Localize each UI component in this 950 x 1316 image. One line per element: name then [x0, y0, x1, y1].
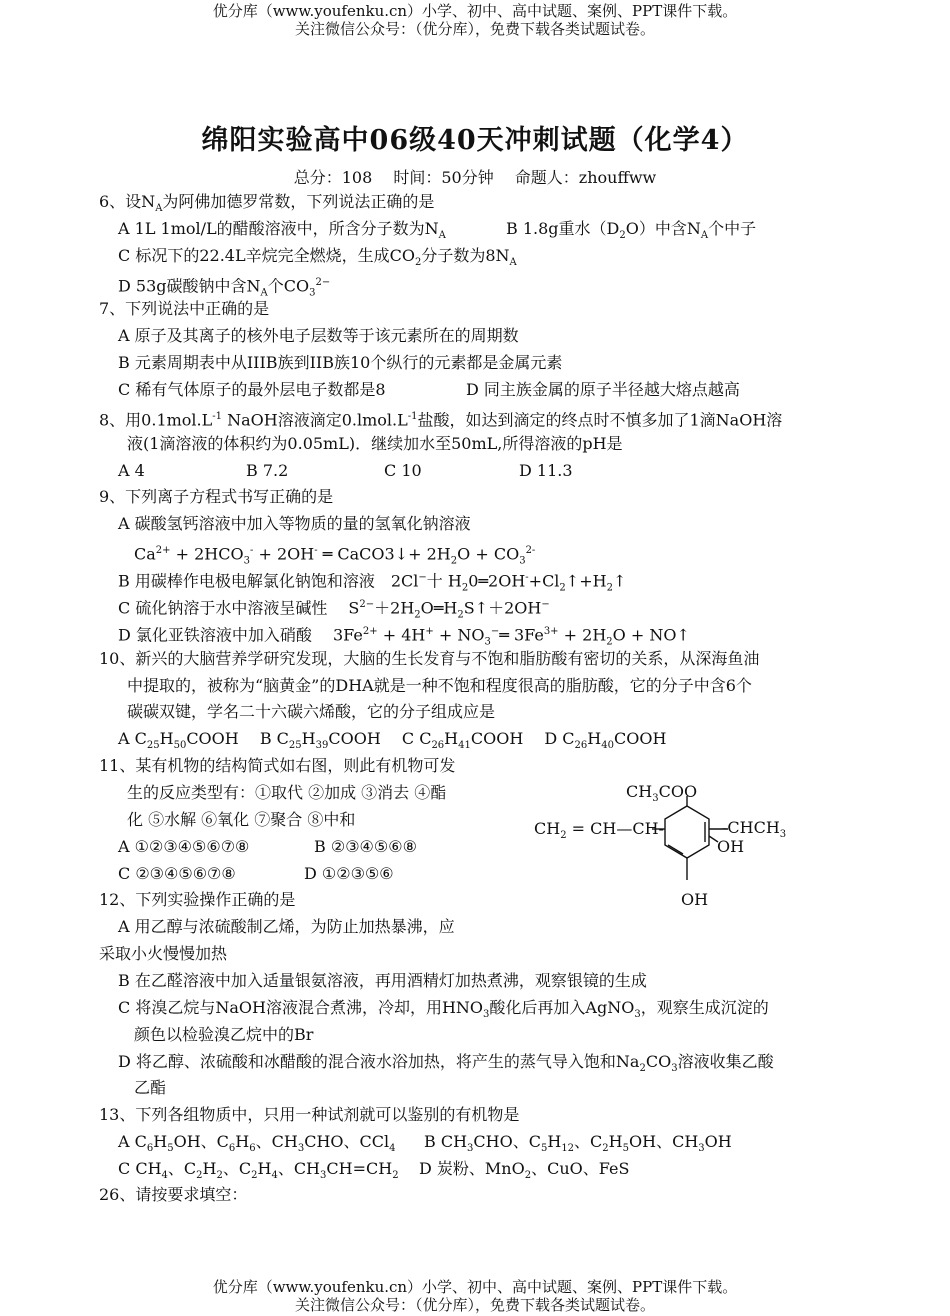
- ethylidene-group: $-CHCH_3$: [722, 818, 787, 841]
- q12-option-d-2: 乙酯: [134, 1078, 167, 1097]
- q13-stem: 13、下列各组物质中，只用一种试剂就可以鉴别的有机物是: [99, 1105, 520, 1124]
- q6-option-a: A 1L 1mol/L的醋酸溶液中，所含分子数为$N_A$: [118, 219, 446, 242]
- q7-option-d: D 同主族金属的原子半径越大熔点越高: [466, 380, 740, 399]
- hydroxyl-bottom: OH: [681, 890, 709, 909]
- q10-options: A $C_{25}H_{50}COOH$ B $C_{25}H_{39}COOH$ C $C_{26}H_{41}COOH$ D $C_{26}H_{40}COOH$: [118, 729, 667, 752]
- footer-line-2: 关注微信公众号：（优分库），免费下载各类试题试卷。: [294, 1296, 655, 1314]
- q7-option-c: C 稀有气体原子的最外层电子数都是8: [118, 380, 386, 399]
- q26-stem: 26、请按要求填空：: [99, 1185, 248, 1204]
- q8-option-a: A 4: [118, 461, 145, 480]
- q6-stem: 6、设$N_A$为阿佛加德罗常数，下列说法正确的是: [99, 192, 435, 215]
- q12-option-a-2: 采取小火慢慢加热: [99, 944, 228, 963]
- q11-option-c: C ②③④⑤⑥⑦⑧: [118, 864, 236, 883]
- q12-option-d-1: D 将乙醇、浓硫酸和冰醋酸的混合液水浴加热，将产生的蒸气导入饱和$Na_2CO_3$溶液收集乙酸: [118, 1052, 774, 1075]
- q8-stem-2: 液(1滴溶液的体积约为0.05mL)．继续加水至50mL,所得溶液的pH是: [127, 434, 623, 453]
- exam-meta: 总分：108 时间：50分钟 命题人：zhouffww: [293, 168, 657, 187]
- q8-option-b: B 7.2: [246, 461, 289, 480]
- q11-option-d: D ①②③⑤⑥: [304, 864, 394, 883]
- q13-option-a: A $C_6H_5OH$、$C_6H_6$、$CH_3CHO$、CCl$_4$: [118, 1132, 396, 1155]
- header-line-1: 优分库（www.youfenku.cn）小学、初中、高中试题、案例、PPT课件下载。: [212, 2, 738, 20]
- q11-stem-2: 生的反应类型有：①取代 ②加成 ③消去 ④酯: [127, 783, 447, 802]
- q11-stem-1: 11、某有机物的结构简式如右图，则此有机物可发: [99, 756, 456, 775]
- q9-option-a: A 碳酸氢钙溶液中加入等物质的量的氢氧化钠溶液: [118, 514, 471, 533]
- header-line-2: 关注微信公众号：（优分库），免费下载各类试题试卷。: [294, 20, 655, 38]
- q10-stem-1: 10、新兴的大脑营养学研究发现，大脑的生长发育与不饱和脂肪酸有密切的关系，从深海鱼油: [99, 649, 760, 668]
- q10-stem-3: 碳碳双键，学名二十六碳六烯酸，它的分子组成应是: [127, 702, 496, 721]
- allyl-chain: $CH_2$ = CH—CH-: [534, 819, 664, 842]
- q6-option-b: B 1.8g重水$(D_2O)$中含$N_A$个中子: [506, 219, 757, 242]
- acetate-group: $CH_3COO$: [626, 782, 698, 805]
- document-title: 绵阳实验高中06级40天冲刺试题（化学4）: [201, 125, 749, 156]
- q12-option-c-1: C 将溴乙烷与NaOH溶液混合煮沸，冷却，用$HNO_3$酸化后再加入AgNO$_3$，观察生成沉淀的: [118, 998, 769, 1021]
- q12-option-a-1: A 用乙醇与浓硫酸制乙烯，为防止加热暴沸，应: [118, 917, 455, 936]
- q7-option-a: A 原子及其离子的核外电子层数等于该元素所在的周期数: [118, 326, 519, 345]
- q13-option-d: D 炭粉、MnO$_2$、CuO、FeS: [419, 1159, 630, 1182]
- footer-line-1: 优分库（www.youfenku.cn）小学、初中、高中试题、案例、PPT课件下载。: [212, 1278, 738, 1296]
- q11-option-a: A ①②③④⑤⑥⑦⑧: [118, 837, 250, 856]
- q10-stem-2: 中提取的，被称为“脑黄金”的DHA就是一种不饱和程度很高的脂肪酸，它的分子中含6个: [127, 676, 752, 695]
- q11-option-b: B ②③④⑤⑥⑧: [314, 837, 417, 856]
- structural-formula: [528, 776, 798, 916]
- q7-stem: 7、下列说法中正确的是: [99, 299, 270, 318]
- q9-option-c: C 硫化钠溶于水中溶液呈碱性 $S^{2-}+2H_2O═H_2S↑+2OH^-$: [118, 598, 550, 621]
- q11-stem-3: 化 ⑤水解 ⑥氧化 ⑦聚合 ⑧中和: [127, 810, 356, 829]
- page-footer: [0, 1278, 950, 1314]
- q8-stem-1: 8、用$0.1mol.L^{-1}$ NaOH溶液滴定$0.lmol.L^{-1}$盐酸，如达到滴定的终点时不慎多加了1滴NaOH溶: [99, 410, 783, 430]
- page-header: [0, 2, 950, 38]
- hydroxyl-side: OH: [717, 837, 745, 856]
- q13-option-c: C $CH_4$、$C_2H_2$、$C_2H_4$、$CH_3CH=CH_2$: [118, 1159, 399, 1182]
- q12-option-c-2: 颜色以检验溴乙烷中的Br: [134, 1025, 314, 1044]
- q9-stem: 9、下列离子方程式书写正确的是: [99, 487, 334, 506]
- q12-option-b: B 在乙醛溶液中加入适量银氨溶液，再用酒精灯加热煮沸，观察银镜的生成: [118, 971, 647, 990]
- q9-option-b: B 用碳棒作电极电解氯化钠饱和溶液 2Cl−十 $H_20═2OH^-+Cl_2↑+H_2↑$: [118, 571, 627, 594]
- q7-option-b: B 元素周期表中从IIIB族到IIB族10个纵行的元素都是金属元素: [118, 353, 563, 372]
- q9-option-a-equation: $Ca^{2+} + 2HCO_3^- + 2OH^-$ ═ CaCO3↓+ $2H_2O + CO_3^{2-}$: [134, 544, 536, 567]
- q13-option-b: B $CH_3CHO$、$C_5H_{12}$、$C_2H_5OH$、$CH_3OH$: [424, 1132, 732, 1155]
- q8-option-d: D 11.3: [519, 461, 573, 480]
- q6-option-c: C 标况下的22.4L辛烷完全燃烧，生成$CO_2$分子数为$8N_A$: [118, 246, 517, 269]
- q6-option-d: D 53g碳酸钠中含$N_A$个$CO_3^{2-}$: [118, 276, 331, 299]
- q9-option-d: D 氯化亚铁溶液中加入硝酸 $3Fe^{2+} + 4H^+$ + $NO_3^-═$ $3Fe^{3+} + 2H_2O$ + NO↑: [118, 625, 690, 648]
- q8-option-c: C 10: [384, 461, 422, 480]
- q12-stem: 12、下列实验操作正确的是: [99, 890, 296, 909]
